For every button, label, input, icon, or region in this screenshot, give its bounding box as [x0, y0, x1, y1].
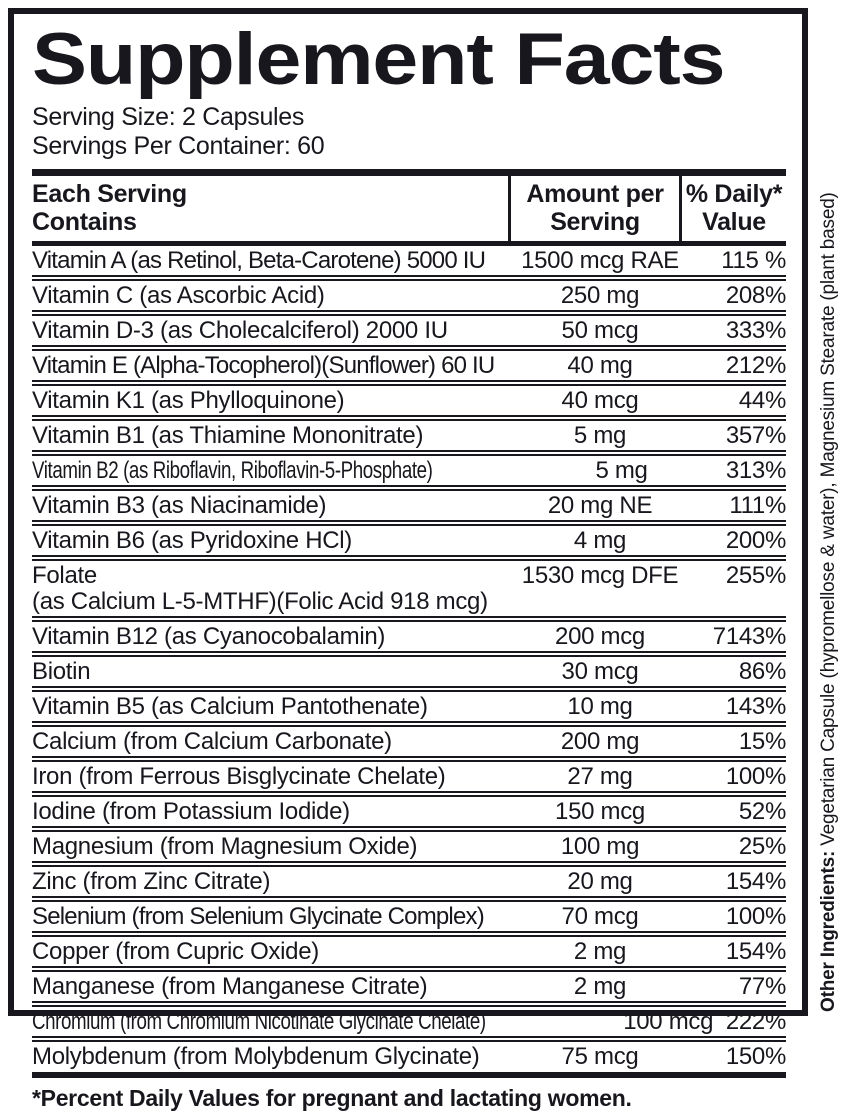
daily-value-footnote: *Percent Daily Values for pregnant and lactating women. [32, 1084, 632, 1111]
table-row [32, 692, 786, 727]
nutrient-name: Chromium (from Chromium Nicotinate Glycinate Chelate) [32, 1007, 486, 1035]
nutrient-amount: 4 mg [573, 526, 627, 554]
nutrient-name: Zinc (from Zinc Citrate) [32, 867, 271, 895]
table-row [32, 491, 786, 526]
nutrient-name: Calcium (from Calcium Carbonate) [32, 727, 392, 755]
table-row [32, 421, 786, 456]
table-row [32, 526, 786, 561]
nutrient-daily-value: 150% [725, 1042, 786, 1070]
header-daily-value: % Daily* Value [685, 179, 783, 236]
nutrient-daily-value: 222% [725, 1007, 786, 1035]
nutrient-name: Iodine (from Potassium Iodide) [32, 797, 350, 825]
nutrient-name: Vitamin C (as Ascorbic Acid) [32, 281, 325, 309]
nutrient-amount: 20 mg [567, 867, 633, 895]
table-row [32, 972, 786, 1007]
nutrient-name: Vitamin B1 (as Thiamine Mononitrate) [32, 421, 424, 449]
nutrient-name: Selenium (from Selenium Glycinate Complex) [32, 902, 484, 930]
nutrient-daily-value: 357% [725, 421, 786, 449]
table-row [32, 727, 786, 762]
nutrient-daily-value: 111% [729, 491, 786, 519]
nutrient-daily-value: 154% [725, 937, 786, 965]
nutrient-daily-value: 154% [725, 867, 786, 895]
nutrient-name: Vitamin K1 (as Phylloquinone) [32, 386, 345, 414]
table-row [32, 1007, 786, 1042]
nutrient-amount: 50 mcg [561, 316, 639, 344]
table-row [32, 456, 786, 491]
servings-per-container: Servings Per Container: 60 [32, 131, 325, 160]
nutrient-amount: 100 mg [560, 832, 640, 860]
table-row [32, 657, 786, 692]
table-row [32, 246, 786, 281]
other-ingredients-label: Other Ingredients: [818, 850, 839, 1012]
table-row [32, 622, 786, 657]
nutrient-amount: 75 mcg [561, 1042, 639, 1070]
nutrient-daily-value: 7143% [712, 622, 786, 650]
nutrient-daily-value: 100% [725, 762, 786, 790]
nutrient-amount: 10 mg [567, 692, 633, 720]
nutrient-name: Magnesium (from Magnesium Oxide) [32, 832, 418, 860]
nutrient-amount: 250 mg [560, 281, 640, 309]
nutrient-daily-value: 77% [738, 972, 786, 1000]
nutrient-amount: 30 mcg [561, 657, 639, 685]
nutrient-daily-value: 52% [738, 797, 786, 825]
nutrient-daily-value: 115 % [721, 246, 786, 274]
nutrient-amount: 200 mg [560, 727, 640, 755]
nutrient-amount: 20 mg NE [547, 491, 653, 519]
nutrient-name: Copper (from Cupric Oxide) [32, 937, 319, 965]
nutrient-name: Vitamin B5 (as Calcium Pantothenate) [32, 692, 428, 720]
table-row [32, 316, 786, 351]
nutrient-amount: 70 mcg [561, 902, 639, 930]
serving-size: Serving Size: 2 Capsules [32, 102, 305, 131]
nutrient-name: Vitamin B6 (as Pyridoxine HCl) [32, 526, 353, 554]
nutrient-daily-value: 255% [725, 561, 786, 589]
nutrient-rows [32, 246, 786, 1071]
nutrient-amount: 1500 mcg RAE [521, 246, 679, 274]
other-ingredients-text: Vegetarian Capsule (hypromellose & water), Magnesium Stearate (plant based) [818, 192, 839, 851]
nutrient-name: Iron (from Ferrous Bisglycinate Chelate) [32, 762, 446, 790]
table-row [32, 902, 786, 937]
label-panel [8, 8, 808, 1111]
nutrient-amount: 200 mcg [555, 622, 645, 650]
nutrient-daily-value: 143% [725, 692, 786, 720]
nutrient-daily-value: 200% [725, 526, 786, 554]
nutrient-amount: 40 mg [567, 351, 633, 379]
page-title: Supplement Facts [32, 19, 725, 100]
nutrient-amount: 5 mg [573, 421, 627, 449]
nutrient-amount: 1530 mcg DFE [521, 561, 679, 589]
header-amount-per-serving: Amount per Serving [526, 179, 664, 236]
nutrient-name: Vitamin E (Alpha-Tocopherol)(Sunflower) 60 IU [32, 351, 495, 379]
table-row [32, 386, 786, 421]
table-header [32, 176, 786, 246]
table-row [32, 797, 786, 832]
nutrient-name: Vitamin B12 (as Cyanocobalamin) [32, 622, 386, 650]
nutrient-daily-value: 212% [725, 351, 786, 379]
nutrient-daily-value: 15% [738, 727, 786, 755]
nutrient-name: Biotin [32, 657, 91, 685]
nutrient-name: Vitamin B3 (as Niacinamide) [32, 491, 327, 519]
nutrient-amount: 5 mg [595, 456, 648, 484]
nutrient-daily-value: 100% [725, 902, 786, 930]
table-row [32, 1042, 786, 1071]
table-row [32, 867, 786, 902]
nutrient-daily-value: 313% [725, 456, 786, 484]
header-top-rule [32, 169, 786, 176]
nutrient-daily-value: 25% [738, 832, 786, 860]
serving-info [32, 103, 786, 161]
table-row [32, 281, 786, 316]
nutrient-name: Folate (as Calcium L-5-MTHF)(Folic Acid 918 mcg) [32, 561, 488, 615]
table-row [32, 937, 786, 972]
nutrient-amount: 100 mcg [623, 1007, 714, 1035]
nutrient-name: Vitamin D-3 (as Cholecalciferol) 2000 IU [32, 316, 448, 344]
nutrient-amount: 40 mcg [561, 386, 639, 414]
nutrient-amount: 2 mg [573, 937, 627, 965]
other-ingredients-note [818, 112, 848, 1012]
table-row [32, 762, 786, 797]
header-each-serving: Each Serving Contains [32, 179, 187, 236]
nutrient-daily-value: 86% [738, 657, 786, 685]
nutrient-name: Vitamin B2 (as Riboflavin, Riboflavin-5-Phosphate) [32, 456, 433, 484]
table-row [32, 832, 786, 867]
nutrient-daily-value: 208% [725, 281, 786, 309]
nutrient-amount: 27 mg [567, 762, 633, 790]
nutrient-name: Molybdenum (from Molybdenum Glycinate) [32, 1042, 480, 1070]
nutrient-amount: 2 mg [573, 972, 627, 1000]
nutrient-amount: 150 mcg [555, 797, 645, 825]
nutrient-daily-value: 333% [725, 316, 786, 344]
table-row [32, 561, 786, 622]
nutrient-daily-value: 44% [738, 386, 786, 414]
table-row [32, 351, 786, 386]
nutrient-name: Manganese (from Manganese Citrate) [32, 972, 428, 1000]
nutrient-name: Vitamin A (as Retinol, Beta-Carotene) 5000 IU [32, 246, 486, 274]
